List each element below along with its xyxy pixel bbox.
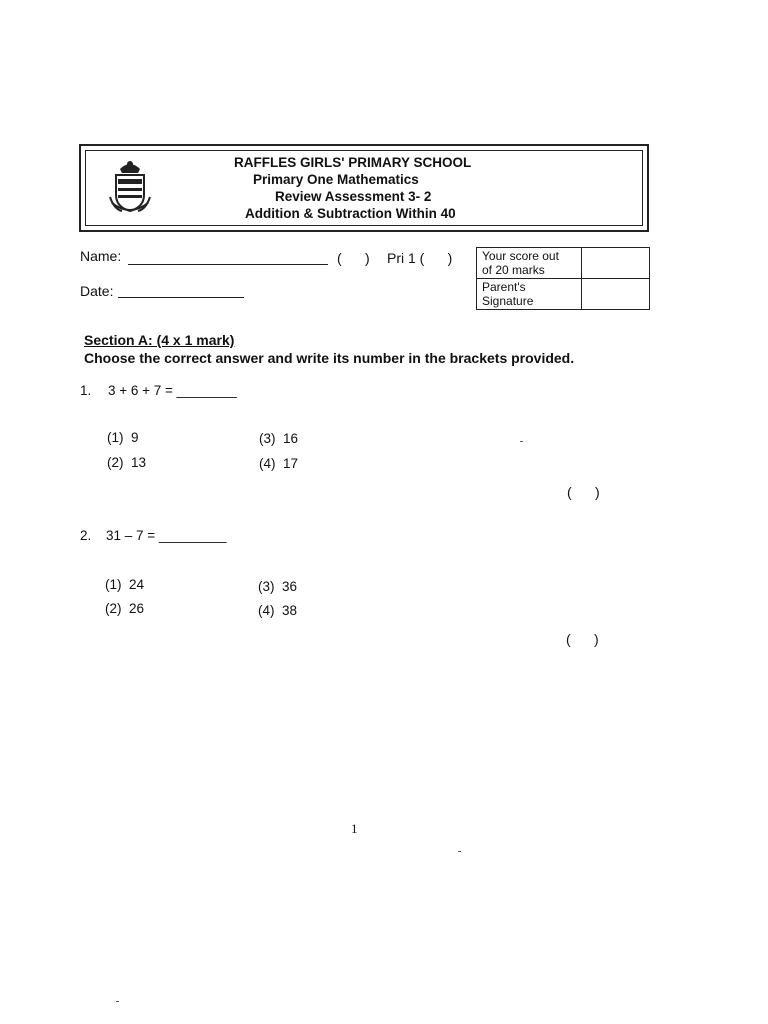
topic-title: Addition & Subtraction Within 40 [245, 206, 456, 221]
option-2: (2) 13 [107, 455, 147, 470]
name-field[interactable] [128, 264, 328, 265]
date-label: Date: [80, 283, 114, 299]
signature-label: Parent's Signature [477, 279, 582, 310]
option-1: (1) 24 [105, 577, 145, 592]
subject-title: Primary One Mathematics [253, 172, 419, 187]
score-label: Your score out of 20 marks [477, 248, 582, 279]
scan-speck [116, 1001, 119, 1002]
option-3: (3) 36 [258, 579, 298, 594]
option-2: (2) 26 [105, 601, 145, 616]
section-title: Section A: (4 x 1 mark) [84, 332, 235, 348]
question-text: 3 + 6 + 7 = ________ [108, 383, 237, 398]
option-4: (4) 38 [258, 603, 298, 618]
scan-speck [458, 851, 461, 852]
score-table [476, 247, 650, 310]
class-field[interactable]: Pri 1 ( ) [387, 250, 453, 266]
section-instruction: Choose the correct answer and write its number in the brackets provided. [84, 350, 575, 366]
index-number-field[interactable]: ( ) [337, 250, 370, 266]
school-crest-icon [108, 157, 152, 215]
score-cell[interactable] [582, 248, 650, 279]
assessment-title: Review Assessment 3- 2 [275, 189, 432, 204]
option-4: (4) 17 [259, 456, 299, 471]
answer-bracket[interactable]: ( ) [567, 484, 600, 500]
name-label: Name: [80, 248, 122, 264]
option-1: (1) 9 [107, 430, 139, 445]
page-number: 1 [351, 821, 358, 836]
school-name: RAFFLES GIRLS' PRIMARY SCHOOL [234, 155, 472, 170]
option-3: (3) 16 [259, 431, 299, 446]
question-number: 1. [80, 383, 92, 398]
signature-cell[interactable] [582, 279, 650, 310]
date-field[interactable] [118, 297, 244, 298]
question-number: 2. [80, 528, 92, 543]
scan-speck [520, 441, 523, 442]
question-text: 31 – 7 = _________ [106, 528, 227, 543]
answer-bracket[interactable]: ( ) [566, 631, 599, 647]
